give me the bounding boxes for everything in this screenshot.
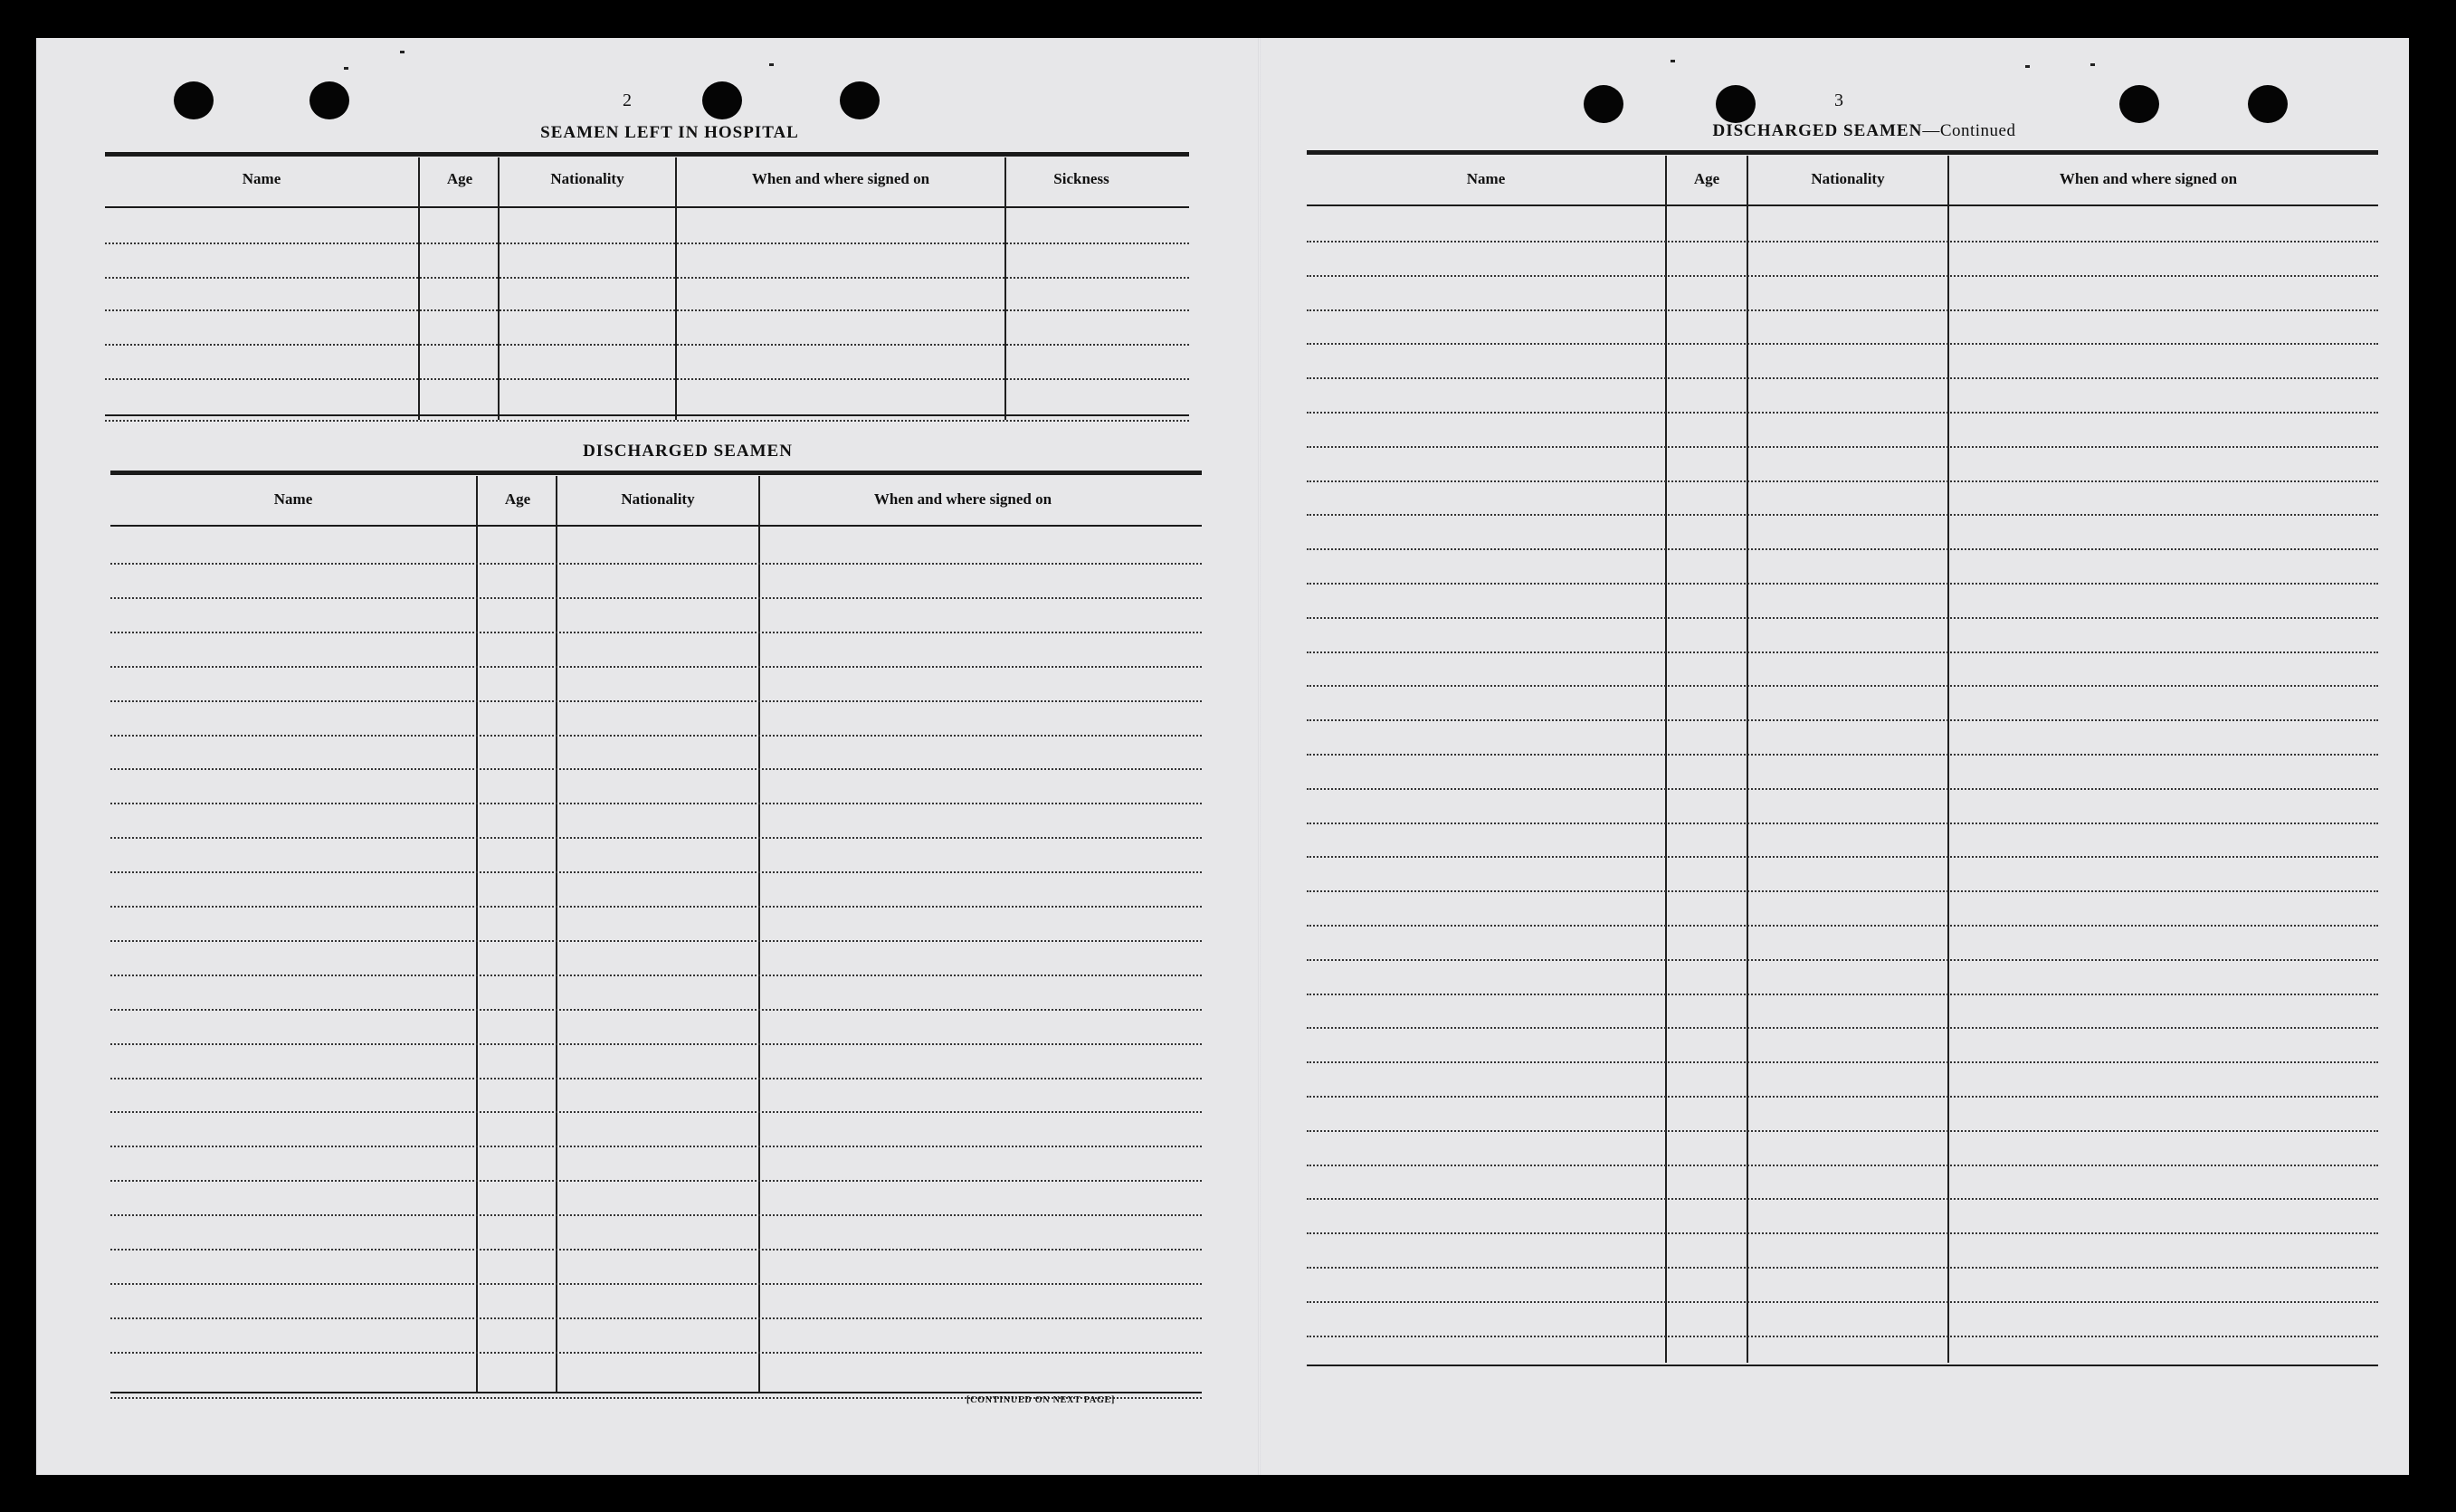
ruled-row bbox=[110, 940, 1202, 942]
column-header-signed-on: When and where signed on bbox=[2059, 170, 2238, 187]
header-bottom-rule bbox=[110, 525, 1202, 527]
table-top-rule bbox=[105, 152, 1189, 157]
ruled-row bbox=[1307, 890, 2378, 892]
column-header-name: Name bbox=[1466, 170, 1506, 187]
column-header-signed-on: When and where signed on bbox=[873, 490, 1052, 508]
ruled-row bbox=[110, 700, 1202, 702]
ruled-row bbox=[1307, 583, 2378, 585]
ruled-row bbox=[1307, 994, 2378, 995]
ruled-row bbox=[1307, 1232, 2378, 1234]
ruled-row bbox=[110, 1146, 1202, 1147]
continued-note: [CONTINUED ON NEXT PAGE] bbox=[966, 1395, 1116, 1405]
ruled-row bbox=[105, 242, 1189, 244]
ruled-row bbox=[1307, 856, 2378, 858]
punch-hole bbox=[1584, 85, 1623, 123]
punch-hole bbox=[2119, 85, 2159, 123]
ruled-row bbox=[1307, 1301, 2378, 1303]
ruled-row bbox=[110, 837, 1202, 839]
paper-speck bbox=[2025, 65, 2030, 68]
ruled-row bbox=[1307, 377, 2378, 379]
ruled-row bbox=[110, 1009, 1202, 1011]
ruled-row bbox=[1307, 514, 2378, 516]
ruled-row bbox=[110, 1249, 1202, 1250]
column-divider bbox=[418, 157, 420, 420]
ruled-row bbox=[110, 871, 1202, 873]
ruled-row bbox=[1307, 241, 2378, 242]
page-number: 3 bbox=[1834, 90, 1843, 110]
ruled-row bbox=[1307, 1061, 2378, 1063]
ruled-row bbox=[110, 597, 1202, 599]
ruled-row bbox=[110, 632, 1202, 633]
hospital-section-title: SEAMEN LEFT IN HOSPITAL bbox=[540, 123, 799, 142]
column-divider bbox=[1747, 156, 1748, 1363]
punch-hole bbox=[1716, 85, 1756, 123]
ruled-row bbox=[110, 906, 1202, 908]
column-header-nationality: Nationality bbox=[621, 490, 695, 508]
ruled-row bbox=[110, 1078, 1202, 1079]
ruled-row bbox=[110, 735, 1202, 737]
ruled-row bbox=[1307, 1267, 2378, 1269]
ruled-row bbox=[105, 420, 1189, 422]
ruled-row bbox=[1307, 925, 2378, 927]
hospital-table bbox=[105, 152, 1189, 460]
header-bottom-rule bbox=[105, 206, 1189, 208]
column-header-age: Age bbox=[504, 490, 531, 508]
discharged-section-title: DISCHARGED SEAMEN bbox=[583, 442, 793, 461]
ruled-row bbox=[1307, 343, 2378, 345]
ruled-row bbox=[105, 309, 1189, 311]
section-title-main: DISCHARGED SEAMEN bbox=[1712, 121, 1923, 140]
ruled-row bbox=[1307, 788, 2378, 790]
paper-speck bbox=[1671, 60, 1675, 62]
column-header-name: Name bbox=[242, 170, 281, 187]
ruled-row bbox=[1307, 1027, 2378, 1029]
ruled-row bbox=[1307, 1165, 2378, 1166]
discharged-table bbox=[110, 471, 1202, 1430]
ruled-row bbox=[1307, 446, 2378, 448]
ruled-row bbox=[1307, 275, 2378, 277]
column-header-signed-on: When and where signed on bbox=[751, 170, 930, 187]
column-divider bbox=[675, 157, 677, 420]
ruled-row bbox=[110, 666, 1202, 668]
ruled-row bbox=[110, 803, 1202, 804]
paper-speck bbox=[2090, 63, 2095, 66]
table-top-rule bbox=[110, 471, 1202, 475]
ruled-row bbox=[1307, 754, 2378, 756]
ruled-row bbox=[1307, 1096, 2378, 1098]
column-divider bbox=[1947, 156, 1949, 1363]
column-divider bbox=[556, 476, 557, 1393]
column-divider bbox=[476, 476, 478, 1393]
ruled-row bbox=[110, 1180, 1202, 1182]
ruled-row bbox=[1307, 548, 2378, 550]
paper-speck bbox=[769, 63, 774, 66]
column-header-age: Age bbox=[446, 170, 473, 187]
punch-hole bbox=[2248, 85, 2288, 123]
ruled-row bbox=[1307, 1130, 2378, 1132]
ruled-row bbox=[105, 378, 1189, 380]
ruled-row bbox=[110, 1214, 1202, 1216]
punch-hole bbox=[309, 81, 349, 119]
page-fold bbox=[1258, 38, 1261, 1475]
ruled-row bbox=[105, 344, 1189, 346]
header-bottom-rule bbox=[1307, 204, 2378, 206]
discharged-continued-title bbox=[1575, 121, 2154, 141]
ruled-row bbox=[1307, 617, 2378, 619]
ruled-row bbox=[1307, 685, 2378, 687]
section-title-suffix: —Continued bbox=[1922, 121, 2016, 140]
ruled-row bbox=[1307, 309, 2378, 311]
ruled-row bbox=[1307, 480, 2378, 482]
ruled-row bbox=[110, 1317, 1202, 1319]
ruled-row bbox=[1307, 651, 2378, 653]
column-header-sickness: Sickness bbox=[1053, 170, 1109, 187]
column-header-name: Name bbox=[273, 490, 313, 508]
ruled-row bbox=[1307, 1336, 2378, 1337]
table-bottom-rule bbox=[110, 1392, 1202, 1393]
ruled-row bbox=[110, 1111, 1202, 1113]
ruled-row bbox=[1307, 719, 2378, 721]
ruled-row bbox=[110, 1352, 1202, 1354]
page-number: 2 bbox=[623, 90, 632, 110]
punch-hole bbox=[174, 81, 214, 119]
table-bottom-rule bbox=[105, 414, 1189, 416]
paper-speck bbox=[344, 67, 348, 70]
ruled-row bbox=[110, 768, 1202, 770]
column-header-nationality: Nationality bbox=[550, 170, 624, 187]
column-header-age: Age bbox=[1693, 170, 1720, 187]
ruled-row bbox=[1307, 412, 2378, 414]
table-bottom-rule bbox=[1307, 1365, 2378, 1366]
column-header-nationality: Nationality bbox=[1811, 170, 1885, 187]
column-divider bbox=[1665, 156, 1667, 1363]
paper-speck bbox=[400, 51, 405, 53]
column-divider bbox=[758, 476, 760, 1393]
punch-hole bbox=[840, 81, 880, 119]
column-divider bbox=[1004, 157, 1006, 420]
ruled-row bbox=[1307, 823, 2378, 824]
ruled-row bbox=[110, 1283, 1202, 1285]
column-divider bbox=[498, 157, 500, 420]
ruled-row bbox=[1307, 1198, 2378, 1200]
punch-hole bbox=[702, 81, 742, 119]
ruled-row bbox=[1307, 959, 2378, 961]
ruled-row bbox=[110, 563, 1202, 565]
ruled-row bbox=[110, 975, 1202, 976]
table-top-rule bbox=[1307, 150, 2378, 155]
ledger-sheet bbox=[36, 38, 2409, 1475]
ruled-row bbox=[105, 277, 1189, 279]
ruled-row bbox=[110, 1043, 1202, 1045]
discharged-continued-table bbox=[1307, 150, 2378, 1417]
